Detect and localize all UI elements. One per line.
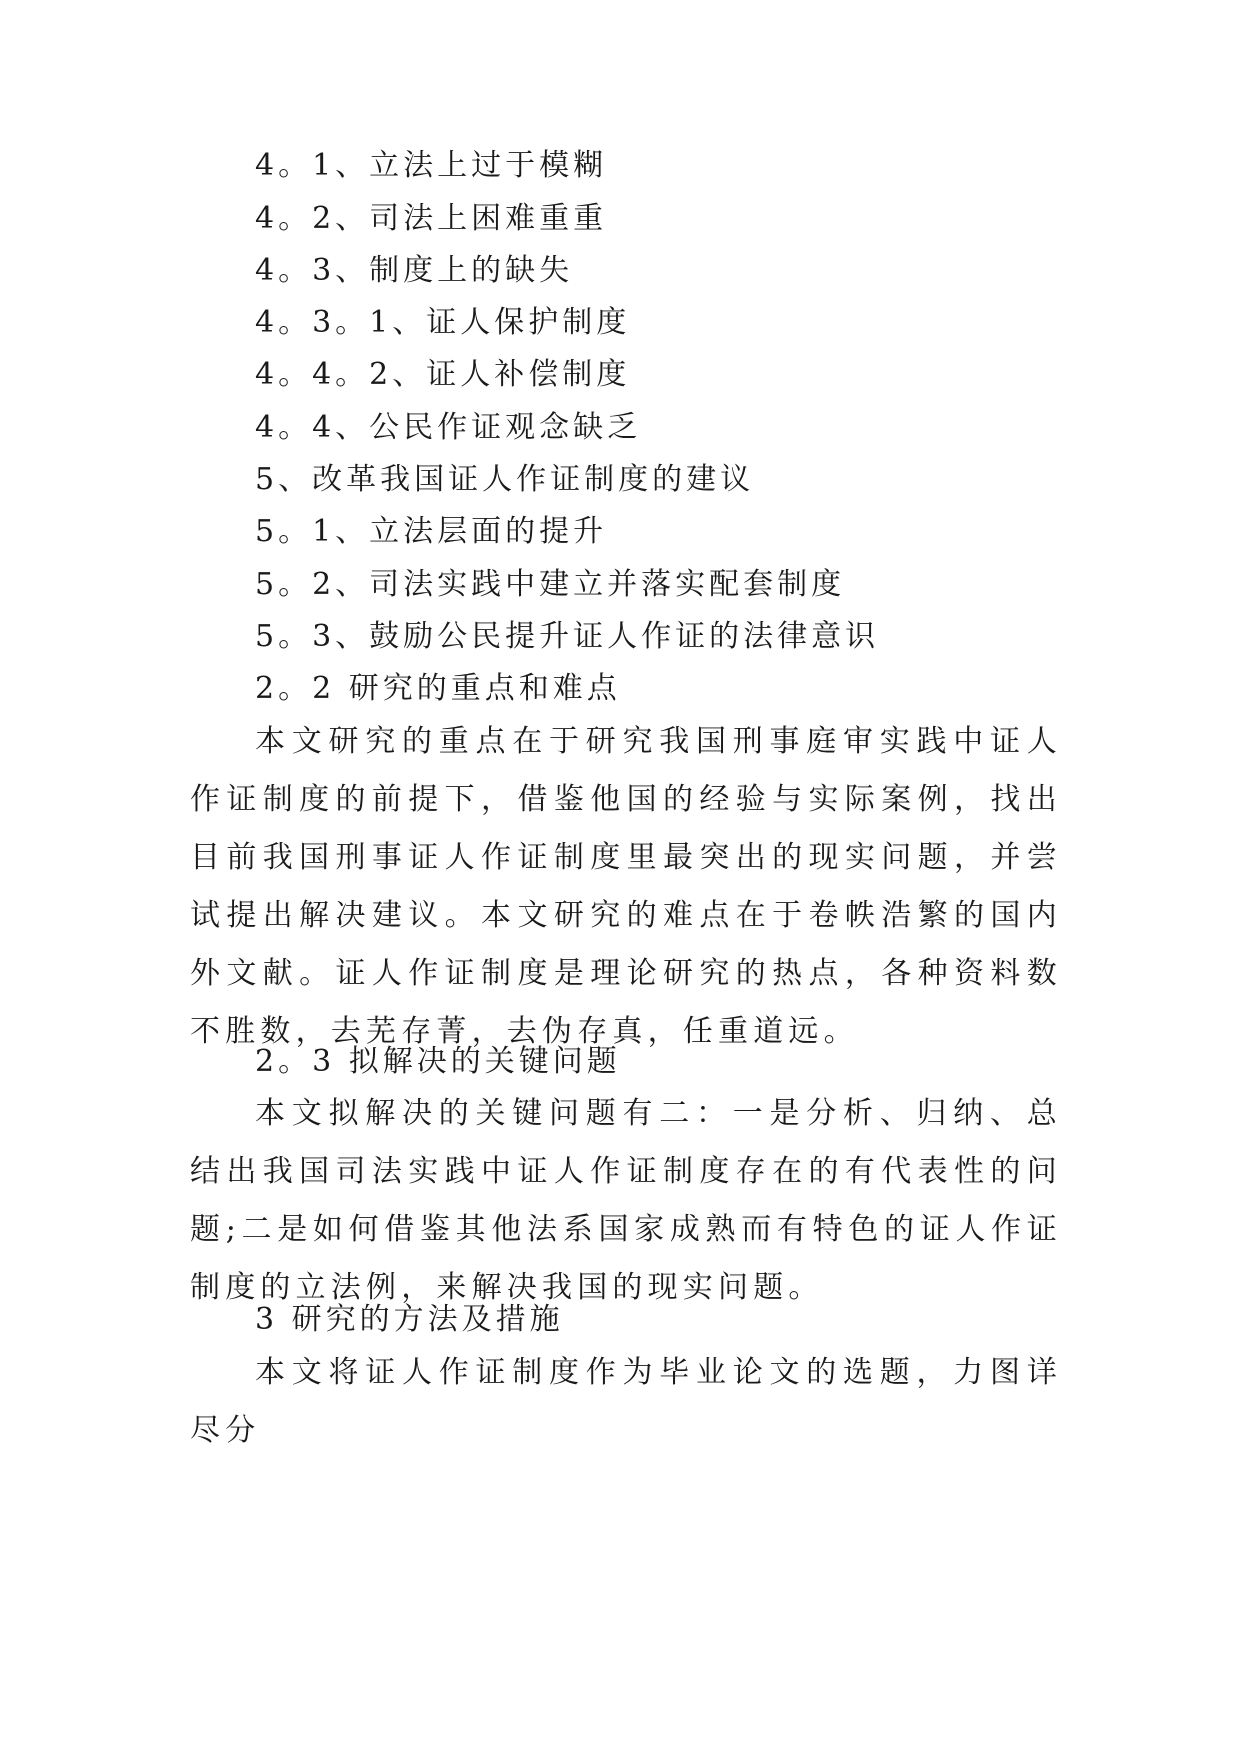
outline-item: 5。1、立法层面的提升	[255, 514, 608, 549]
outline-item: 5、改革我国证人作证制度的建议	[255, 462, 755, 497]
outline-item: 4。2、司法上困难重重	[255, 201, 608, 236]
section-heading: 3 研究的方法及措施	[255, 1302, 564, 1337]
section-paragraph: 本文研究的重点在于研究我国刑事庭审实践中证人作证制度的前提下，借鉴他国的经验与实际案例，找出目前我国刑事证人作证制度里最突出的现实问题，并尝试提出解决建议。本文研究的难点在于卷帙浩繁的国内外文献。证人作证制度是理论研究的热点，各种资料数不胜数，去芜存菁，去伪存真，任重道远。	[190, 724, 1062, 1049]
outline-item: 4。3、制度上的缺失	[255, 253, 574, 288]
section-heading: 2。3 拟解决的关键问题	[255, 1044, 621, 1079]
section-paragraph: 本文将证人作证制度作为毕业论文的选题，力图详尽分	[190, 1355, 1062, 1448]
outline-item: 4。4、公民作证观念缺乏	[255, 410, 642, 445]
outline-item: 4。3。1、证人保护制度	[255, 305, 631, 340]
section-paragraph: 本文拟解决的关键问题有二：一是分析、归纳、总结出我国司法实践中证人作证制度存在的有代表性的问题;二是如何借鉴其他法系国家成熟而有特色的证人作证制度的立法例，来解决我国的现实问题。	[190, 1096, 1062, 1305]
outline-item: 4。1、立法上过于模糊	[255, 148, 608, 183]
outline-item: 4。4。2、证人补偿制度	[255, 357, 631, 392]
outline-item: 5。2、司法实践中建立并落实配套制度	[255, 567, 846, 602]
outline-item: 5。3、鼓励公民提升证人作证的法律意识	[255, 619, 880, 654]
section-heading: 2。2 研究的重点和难点	[255, 671, 621, 706]
